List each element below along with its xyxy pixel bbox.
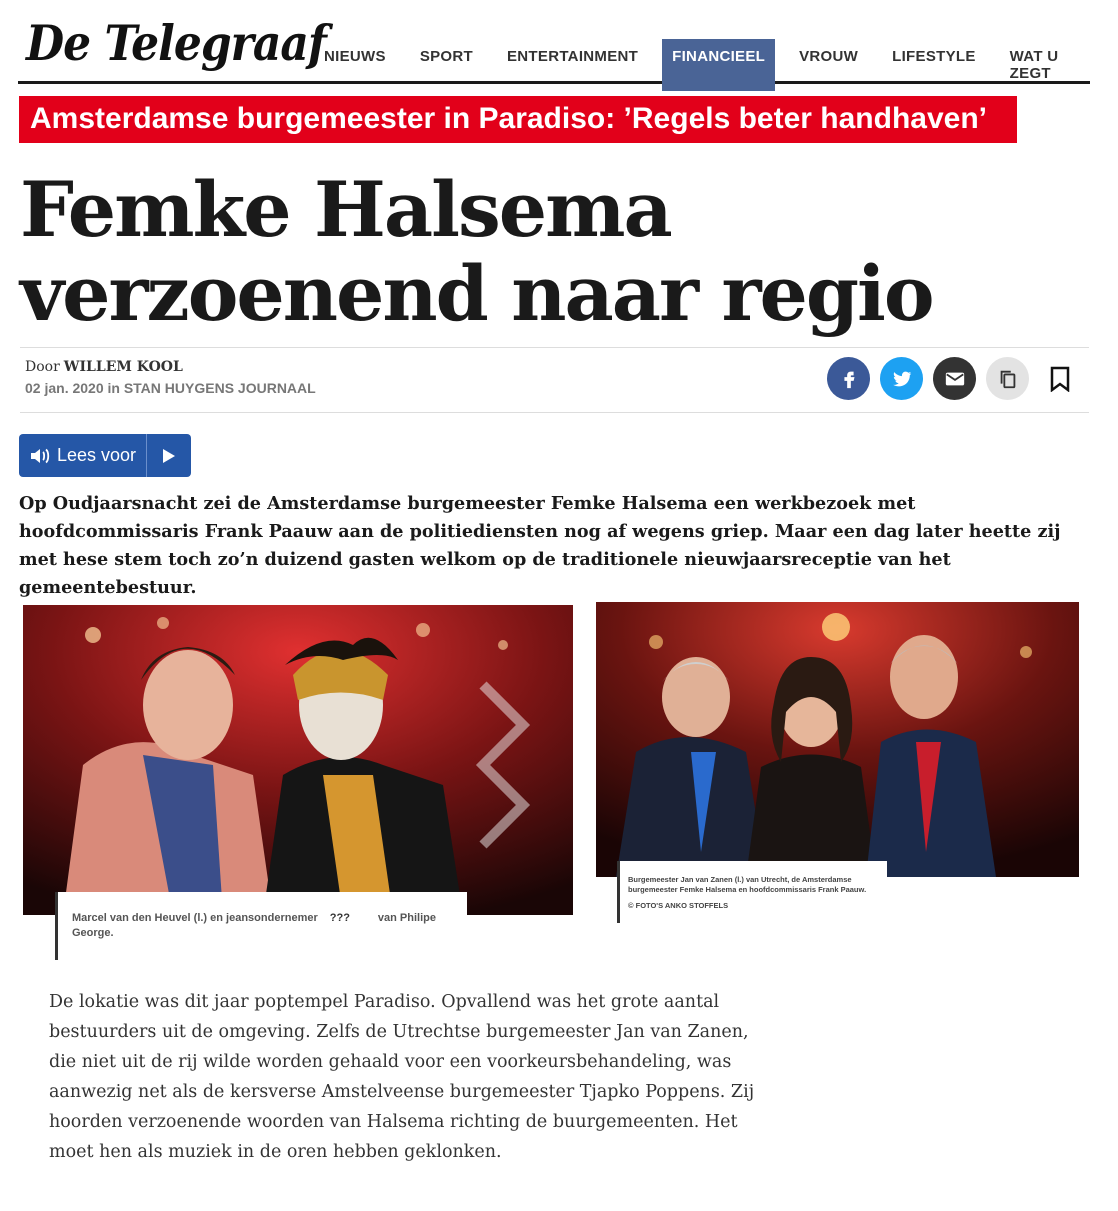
nav-item-financieel[interactable]: FINANCIEEL: [662, 39, 775, 91]
twitter-icon: [891, 368, 913, 390]
copy-link-button[interactable]: [986, 357, 1029, 400]
nav-item-sport[interactable]: SPORT: [419, 48, 473, 65]
photo-three-mayors: [596, 602, 1079, 877]
facebook-icon: [838, 368, 860, 390]
play-icon: [162, 448, 176, 464]
facebook-share-button[interactable]: [827, 357, 870, 400]
nav-item-wat-u-zegt[interactable]: WAT U ZEGT: [1009, 48, 1059, 82]
dateline: 02 jan. 2020 in STAN HUYGENS JOURNAAL: [25, 380, 316, 396]
photo-1-caption: [72, 911, 452, 941]
bookmark-button[interactable]: [1045, 357, 1075, 400]
read-aloud-button[interactable]: [19, 434, 191, 477]
read-aloud-main[interactable]: [19, 434, 147, 477]
read-aloud-label: Lees voor: [57, 445, 137, 465]
site-header: [18, 14, 1090, 84]
photo-1-caption-part-a: Marcel van den Heuvel (l.) en jeansondernemer: [72, 912, 318, 924]
main-nav: [314, 39, 1090, 91]
nav-item-vrouw[interactable]: VROUW: [799, 48, 859, 65]
photo-credit: © FOTO'S ANKO STOFFELS: [628, 901, 729, 910]
article-kicker: Amsterdamse burgemeester in Paradiso: ’Regels beter handhaven’: [19, 96, 1017, 143]
article-headline: Femke Halsema verzoenend naar regio: [20, 165, 933, 338]
mail-icon: [944, 368, 966, 390]
article-photo-1[interactable]: [23, 605, 573, 915]
nav-item-nieuws[interactable]: NIEUWS: [324, 48, 386, 65]
byline-prefix: Door: [25, 359, 60, 375]
divider: [20, 347, 1089, 348]
nav-item-entertainment[interactable]: ENTERTAINMENT: [507, 48, 639, 65]
share-bar: [827, 357, 1075, 400]
byline: [25, 359, 183, 375]
photo-1-caption-unknown: ???: [329, 912, 350, 924]
divider: [20, 412, 1089, 413]
site-logo[interactable]: De Telegraaf: [26, 16, 326, 73]
speaker-icon: [29, 446, 51, 466]
play-button[interactable]: [147, 434, 191, 477]
article-photo-2[interactable]: [596, 602, 1079, 877]
photo-2-caption: Burgemeester Jan van Zanen (l.) van Utrecht, de Amsterdamse burgemeester Femke Halsema en hoofdcommissaris Frank Paauw.: [628, 875, 867, 894]
bookmark-icon: [1049, 366, 1071, 392]
author-name[interactable]: WILLEM KOOL: [63, 359, 183, 375]
twitter-share-button[interactable]: [880, 357, 923, 400]
article-intro: Op Oudjaarsnacht zei de Amsterdamse burgemeester Femke Halsema een werkbezoek met hoofdcommissaris Frank Paauw aan de politiediensten nog af wegens griep. Maar een dag later heette zij met hese stem toch zo’n duizend gasten welkom op de traditionele nieuwjaarsreceptie van het gemeentebestuur.: [19, 493, 1061, 598]
nav-item-lifestyle[interactable]: LIFESTYLE: [892, 48, 976, 65]
mail-share-button[interactable]: [933, 357, 976, 400]
photo-party-mask: [23, 605, 573, 915]
copy-icon: [997, 368, 1019, 390]
photo-1-caption-part-b: van Philipe George.: [72, 912, 436, 939]
article-body: De lokatie was dit jaar poptempel Paradiso. Opvallend was het grote aantal bestuurders uit de omgeving. Zelfs de Utrechtse burgemeester Jan van Zanen, die niet uit de rij wilde worden gehaald voor een voorkeursbehandeling, was aanwezig net als de kersverse Amstelveense burgemeester Tjapko Poppens. Zij hoorden verzoenende woorden van Halsema richting de buurgemeenten. Het moet hen als muziek in de oren hebben geklonken.: [49, 992, 755, 1162]
